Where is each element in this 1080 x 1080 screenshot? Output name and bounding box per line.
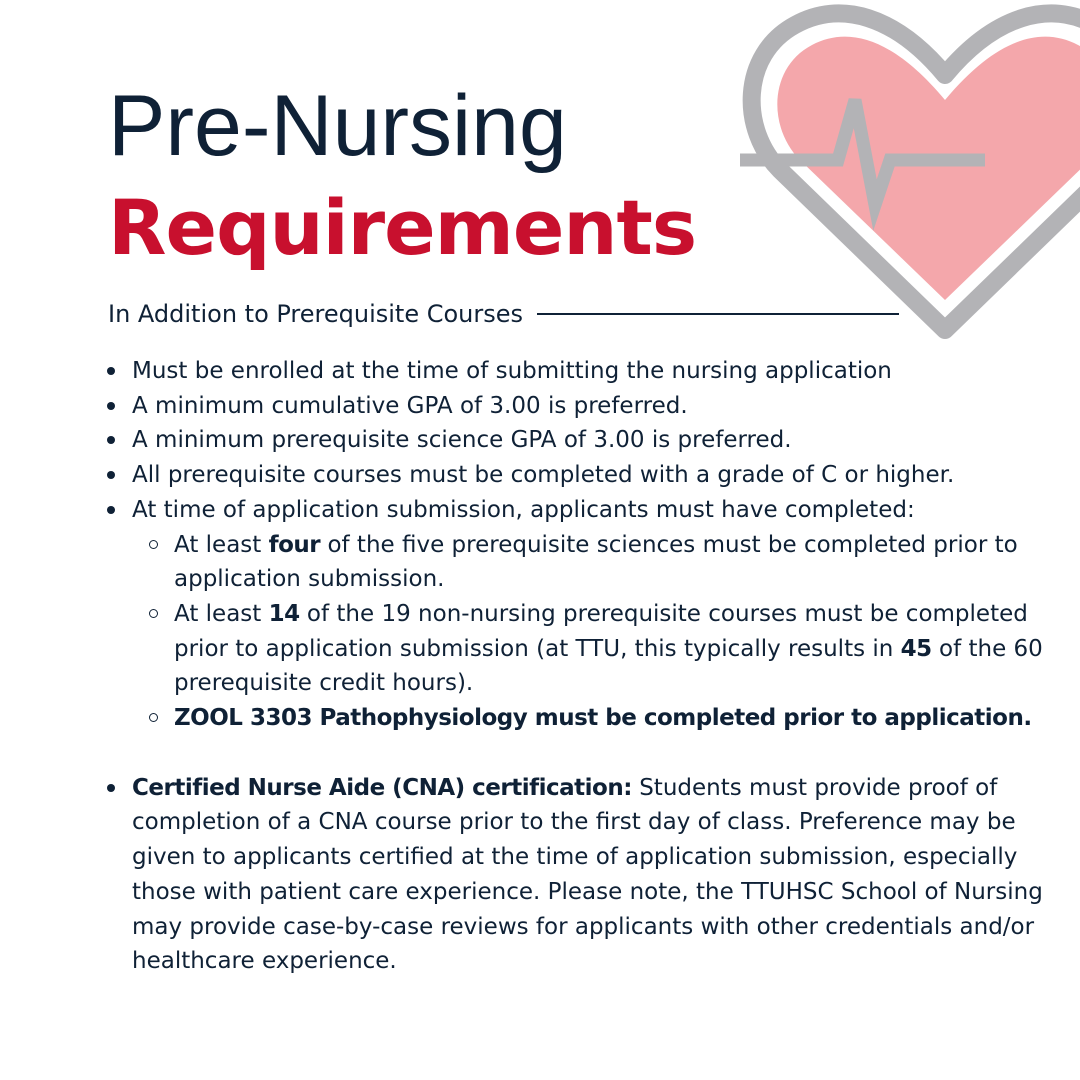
requirement-text: A minimum cumulative GPA of 3.00 is preferred. bbox=[132, 392, 688, 419]
sub-text-suffix: of the five prerequisite sciences must be completed prior to application submission. bbox=[174, 531, 1018, 593]
sub-text-prefix: At least bbox=[174, 531, 269, 558]
hollow-bullet-icon bbox=[149, 609, 158, 618]
sub-text-prefix: At least bbox=[174, 600, 269, 627]
list-item bbox=[106, 493, 1046, 736]
requirement-text: All prerequisite courses must be completed with a grade of C or higher. bbox=[132, 462, 955, 489]
sub-text-suffix: of the 60 prerequisite credit hours). bbox=[174, 635, 1043, 697]
list-item bbox=[106, 423, 1046, 458]
list-item bbox=[106, 354, 1046, 389]
requirement-text: A minimum prerequisite science GPA of 3.00 is preferred. bbox=[132, 427, 792, 454]
cna-text: Students must provide proof of completion of a CNA course prior to the first day of class. Preference may be given to applicants certified at the time of application submission, especially those with patient care experience. Please note, the TTUHSC School of Nursing may provide case-by-case reviews for applicants with other credentials and/or healthcare experience. bbox=[132, 774, 1043, 975]
hollow-bullet-icon bbox=[149, 540, 158, 549]
sub-text-middle: of the 19 non-nursing prerequisite courses must be completed prior to application submission (at TTU, this typically results in bbox=[174, 600, 1028, 662]
list-item bbox=[106, 458, 1046, 493]
bullet-icon bbox=[107, 506, 115, 514]
sub-text-emphasis: ZOOL 3303 Pathophysiology must be completed prior to application. bbox=[174, 705, 1032, 732]
list-item bbox=[106, 771, 1046, 979]
sub-text-emphasis-2: 45 bbox=[900, 635, 932, 662]
subtitle-divider bbox=[537, 313, 899, 315]
bullet-icon bbox=[107, 436, 115, 444]
heart-heartbeat-icon bbox=[720, 0, 1080, 340]
sublist-item bbox=[132, 528, 1046, 597]
list-item bbox=[106, 389, 1046, 424]
bullet-icon bbox=[107, 784, 115, 792]
subtitle: In Addition to Prerequisite Courses bbox=[108, 300, 524, 328]
sublist-item bbox=[132, 701, 1046, 736]
sub-text-emphasis: 14 bbox=[268, 600, 300, 627]
subtitle-row bbox=[108, 297, 948, 331]
cna-heading: Certified Nurse Aide (CNA) certification: bbox=[132, 774, 632, 801]
hollow-bullet-icon bbox=[149, 713, 158, 722]
bullet-icon bbox=[107, 367, 115, 375]
requirements-list bbox=[106, 354, 1046, 979]
page-title-line-1: Pre-Nursing bbox=[108, 78, 567, 174]
completion-sublist bbox=[132, 528, 1046, 736]
bullet-icon bbox=[107, 402, 115, 410]
list-spacer bbox=[106, 736, 1046, 771]
sublist-item bbox=[132, 597, 1046, 701]
sub-text-emphasis: four bbox=[268, 531, 321, 558]
requirement-text: At time of application submission, applicants must have completed: bbox=[132, 496, 915, 523]
requirement-text: Must be enrolled at the time of submitting the nursing application bbox=[132, 358, 892, 384]
page-title-line-2: Requirements bbox=[108, 183, 697, 272]
bullet-icon bbox=[107, 471, 115, 479]
